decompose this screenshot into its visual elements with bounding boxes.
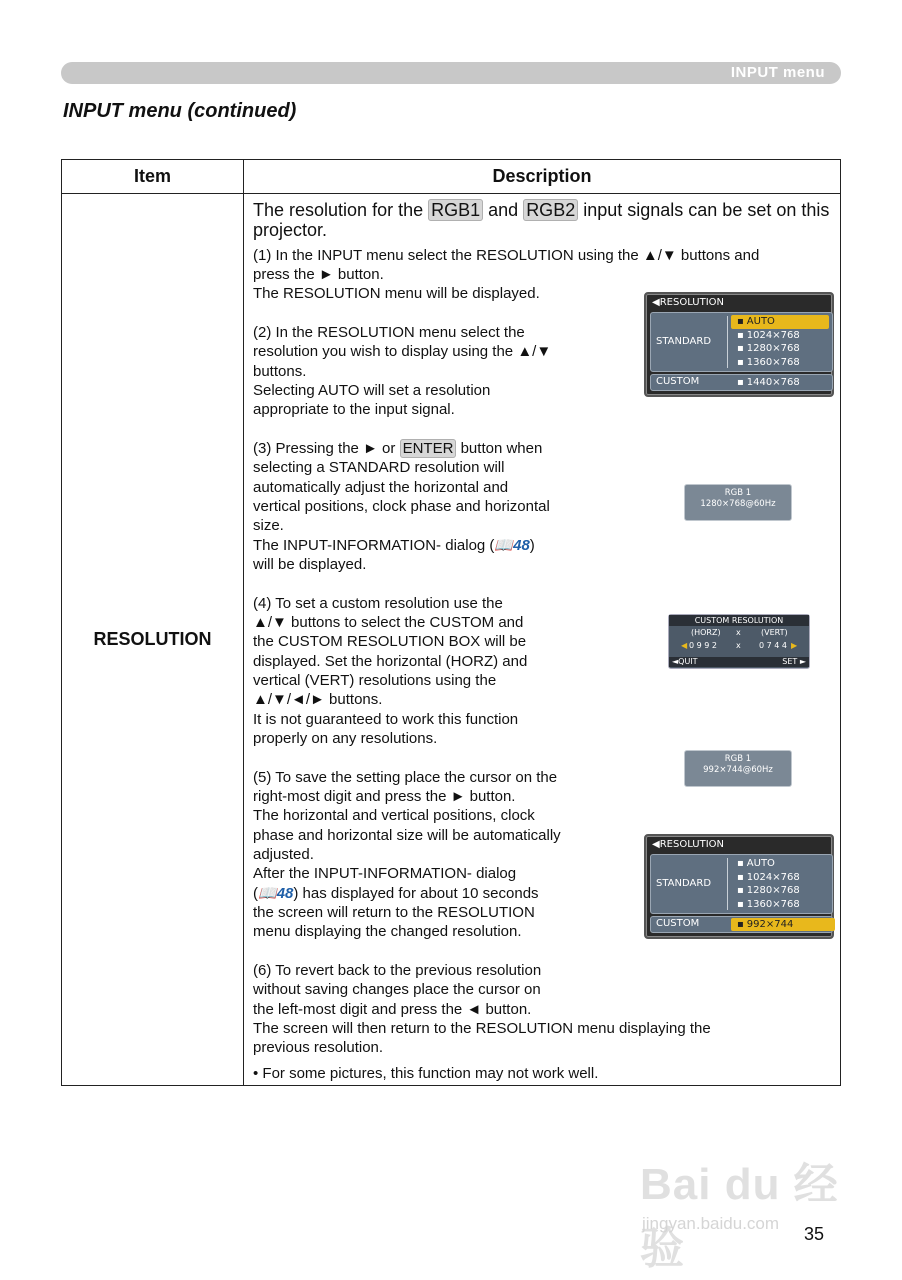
intro-text: The resolution for the [253,200,429,220]
horz-value[interactable]: 0 9 9 2 [689,641,717,650]
step6-line: without saving changes place the cursor on [253,981,541,998]
step3-line: size. [253,517,284,534]
step4-line: the CUSTOM RESOLUTION BOX will be [253,633,527,650]
resolution-options [731,857,829,911]
section-header-bar [61,62,841,84]
step6-line: (6) To revert back to the previous resolution [253,962,542,979]
resolution-menu-osd [644,292,834,397]
step5-text: ) has displayed for about 10 seconds [293,885,539,902]
option-1280x768[interactable]: ▪ 1280×768 [731,342,829,356]
enter-key-label: ENTER [400,439,457,458]
times-sign: x [736,641,741,650]
watermark-logo-text: Bai du 经验 [640,1160,839,1273]
step4-line: ▲/▼/◄/► buttons. [253,691,383,708]
custom-label: CUSTOM [656,376,700,387]
step3-line: selecting a STANDARD resolution will [253,459,505,476]
step2-line: (2) In the RESOLUTION menu select the [253,324,525,341]
divider [727,858,728,910]
divider [727,316,728,368]
step3-text: The INPUT-INFORMATION- dialog ( [253,537,495,554]
intro-text: input signals can be set on this projector. [253,200,830,240]
step3-text: ) [529,537,535,554]
step5-line: The horizontal and vertical positions, clock [253,807,535,824]
section-label: INPUT menu [730,64,825,81]
left-arrow-icon[interactable]: ◀ [681,641,688,650]
custom-value[interactable]: ▪ 992×744 [731,918,835,931]
times-sign: x [736,628,741,637]
step5-line: After the INPUT-INFORMATION- dialog [253,865,517,882]
book-icon: 📖 [494,537,514,554]
set-button[interactable]: SET ► [782,657,806,666]
step6-line: The screen will then return to the RESOLUTION menu displaying the [253,1020,711,1037]
table-header-row [62,160,841,194]
info-signal: RGB 1 [724,754,752,764]
step3-text: button when [456,440,543,457]
rgb1-key-label: RGB1 [428,199,483,221]
option-auto[interactable]: ▪ AUTO [731,315,829,329]
step5-text: ( [253,885,258,902]
note-line: • For some pictures, this function may not work well. [253,1065,599,1082]
step4-line: displayed. Set the horizontal (HORZ) and [253,653,528,670]
step3-line: vertical positions, clock phase and horizontal [253,498,550,515]
step2-line: appropriate to the input signal. [253,401,455,418]
column-header-item: Item [62,160,244,194]
description-table [61,159,841,1086]
custom-box-labels [669,628,809,638]
watermark-url: jingyan.baidu.com [642,1214,780,1233]
option-1360x768[interactable]: ▪ 1360×768 [731,898,829,912]
info-resolution: 992×744@60Hz [703,765,773,775]
vert-value[interactable]: 0 7 4 4 [759,641,787,650]
custom-box-values [669,641,809,652]
custom-resolution-box [668,614,810,669]
osd-title-text: RESOLUTION [659,839,724,850]
option-auto[interactable]: ▪ AUTO [731,857,829,871]
column-header-description: Description [244,160,841,194]
standard-group [650,312,833,372]
step4-line: properly on any resolutions. [253,730,438,747]
custom-box-title: CUSTOM RESOLUTION [669,615,809,626]
table-row [62,194,841,1086]
step2-line: Selecting AUTO will set a resolution [253,382,491,399]
step6-line: previous resolution. [253,1039,384,1056]
step3-text: (3) Pressing the ► or [253,440,400,457]
osd-title [652,839,724,850]
resolution-menu-osd [644,834,834,939]
page-title: INPUT menu (continued) [63,100,297,122]
option-1024x768[interactable]: ▪ 1024×768 [731,871,829,885]
book-icon: 📖 [258,885,277,902]
step5-line: menu displaying the changed resolution. [253,923,522,940]
step4-line: (4) To set a custom resolution use the [253,595,503,612]
osd-title [652,297,724,308]
step1-line: (1) In the INPUT menu select the RESOLUTION using the ▲/▼ buttons and [253,247,760,264]
step2-line: resolution you wish to display using the ▲/▼ [253,343,552,360]
back-arrow-icon: ◀ [652,839,660,850]
right-arrow-icon[interactable]: ▶ [791,641,798,650]
custom-group [650,374,833,391]
option-1024x768[interactable]: ▪ 1024×768 [731,329,829,343]
info-resolution: 1280×768@60Hz [700,499,776,509]
page-number: 35 [804,1224,825,1244]
back-arrow-icon: ◀ [652,297,660,308]
info-signal: RGB 1 [724,488,752,498]
step3-line [253,536,535,555]
step3-line: will be displayed. [253,556,367,573]
vert-label: (VERT) [761,628,788,637]
step1-line: press the ► button. [253,266,384,283]
step3-line [253,439,542,458]
step5-line: adjusted. [253,846,314,863]
custom-value[interactable]: ▪ 1440×768 [731,376,835,389]
step5-line [253,884,539,903]
input-information-dialog [684,750,792,787]
rgb2-key-label: RGB2 [523,199,578,221]
step5-line: phase and horizontal size will be automatically [253,827,561,844]
page-reference[interactable]: 48 [513,537,530,554]
step4-line: vertical (VERT) resolutions using the [253,672,497,689]
quit-button[interactable]: ◄QUIT [672,657,698,666]
resolution-options [731,315,829,369]
osd-title-text: RESOLUTION [659,297,724,308]
intro-text: and [483,200,524,220]
standard-label: STANDARD [656,336,712,347]
step4-line: ▲/▼ buttons to select the CUSTOM and [253,614,524,631]
step5-line: right-most digit and press the ► button. [253,788,516,805]
option-1280x768[interactable]: ▪ 1280×768 [731,884,829,898]
step5-line: the screen will return to the RESOLUTION [253,904,535,921]
standard-label: STANDARD [656,878,712,889]
description-cell [244,194,841,1086]
custom-label: CUSTOM [656,918,700,929]
step1-line: The RESOLUTION menu will be displayed. [253,285,540,302]
intro-paragraph [253,200,838,240]
step2-line: buttons. [253,363,307,380]
custom-box-footer [669,657,809,667]
standard-group [650,854,833,914]
step4-line: It is not guaranteed to work this function [253,711,519,728]
horz-label: (HORZ) [691,628,721,637]
input-information-dialog [684,484,792,521]
custom-group [650,916,833,933]
step5-line: (5) To save the setting place the cursor on the [253,769,558,786]
page-reference[interactable]: 48 [276,885,294,902]
item-name-cell: RESOLUTION [62,194,244,1086]
step3-line: automatically adjust the horizontal and [253,479,509,496]
option-1360x768[interactable]: ▪ 1360×768 [731,356,829,370]
step6-line: the left-most digit and press the ◄ button. [253,1001,532,1018]
